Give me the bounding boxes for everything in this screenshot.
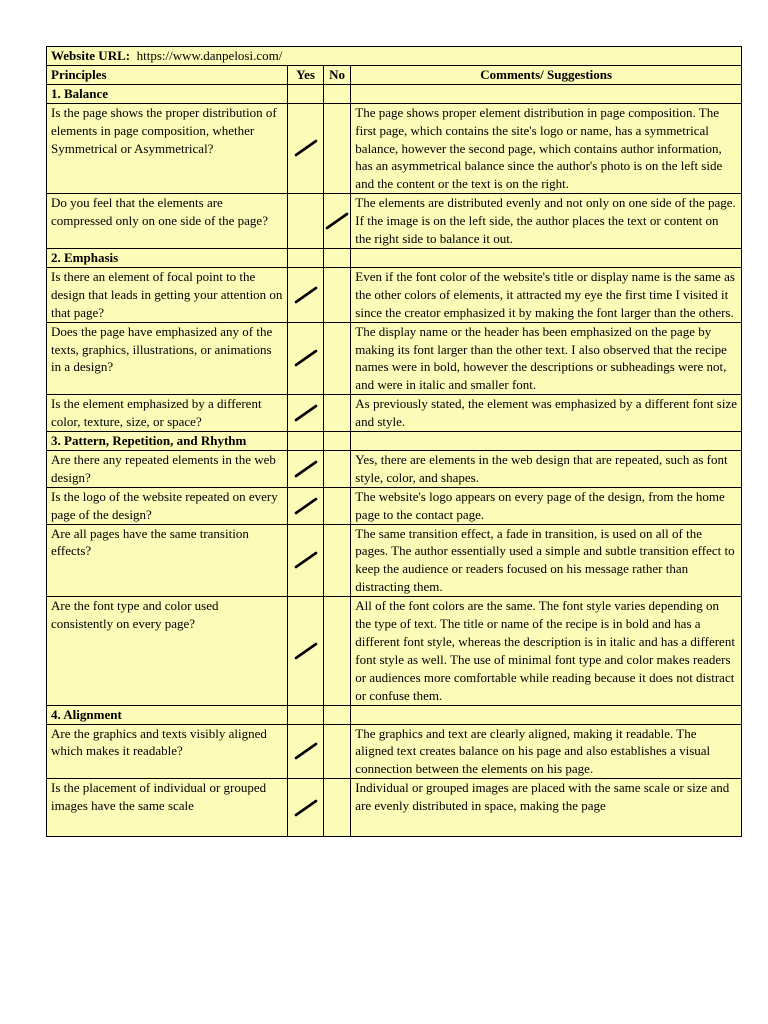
section-row <box>47 432 742 451</box>
yes-cell <box>288 450 324 487</box>
question-row <box>47 524 742 597</box>
yes-cell <box>288 103 324 194</box>
yes-cell <box>288 487 324 524</box>
question-cell <box>47 597 288 705</box>
section-yes-cell <box>288 705 324 724</box>
question-row <box>47 267 742 322</box>
no-cell <box>323 724 350 779</box>
question-row <box>47 724 742 779</box>
section-row <box>47 248 742 267</box>
question-text: Are the graphics and texts visibly aligned which makes it readable? <box>51 725 267 759</box>
comment-cell <box>351 724 742 779</box>
question-text: Do you feel that the elements are compressed only on one side of the page? <box>51 195 268 229</box>
check-mark-icon <box>293 797 319 819</box>
question-cell <box>47 779 288 837</box>
section-no-cell <box>323 84 350 103</box>
comment-cell <box>351 395 742 432</box>
section-no-cell <box>323 705 350 724</box>
check-mark-icon <box>293 284 319 306</box>
question-row <box>47 322 742 395</box>
question-text: Is the element emphasized by a different color, texture, size, or space? <box>51 396 262 430</box>
question-cell <box>47 524 288 597</box>
comment-text: The graphics and text are clearly aligned, making it readable. The aligned text creates balance on his page and also establishes a visual connection between the elements on his page. <box>355 725 711 777</box>
comment-cell <box>351 597 742 705</box>
question-text: Are all pages have the same transition effects? <box>51 525 249 559</box>
comment-text: As previously stated, the element was emphasized by a different font size and style. <box>355 396 737 430</box>
no-header: No <box>323 65 350 84</box>
yes-cell <box>288 597 324 705</box>
check-mark-icon <box>324 210 350 232</box>
question-cell <box>47 103 288 194</box>
yes-cell <box>288 267 324 322</box>
yes-cell <box>288 194 324 249</box>
check-mark-icon <box>293 549 319 571</box>
yes-cell <box>288 322 324 395</box>
yes-cell <box>288 779 324 837</box>
no-cell <box>323 194 350 249</box>
comments-header: Comments/ Suggestions <box>351 65 742 84</box>
check-mark-icon <box>293 137 319 159</box>
section-yes-cell <box>288 432 324 451</box>
question-cell <box>47 450 288 487</box>
check-mark-icon <box>293 740 319 762</box>
url-row <box>47 47 742 66</box>
question-text: Does the page have emphasized any of the texts, graphics, illustrations, or animations in a design? <box>51 323 273 375</box>
comment-cell <box>351 779 742 837</box>
comment-cell <box>351 322 742 395</box>
comment-cell <box>351 194 742 249</box>
question-cell <box>47 395 288 432</box>
comment-text: All of the font colors are the same. The font style varies depending on the type of text. The title or name of the recipe is in bold and has a different font style, whereas the description is in italic and has a different font style as well. The use of minimal font type and color makes readers or audiences more comfortable while reading because it does not distract or confuse them. <box>355 598 735 703</box>
question-cell <box>47 267 288 322</box>
no-cell <box>323 779 350 837</box>
section-row <box>47 84 742 103</box>
comment-text: The elements are distributed evenly and not only on one side of the page. If the image is on the left side, the author places the text or content on the right side to balance it out. <box>355 195 736 247</box>
question-text: Is the placement of individual or grouped images have the same scale <box>51 780 267 814</box>
no-cell <box>323 103 350 194</box>
section-comment-cell <box>351 705 742 724</box>
check-mark-icon <box>293 640 319 662</box>
comment-text: The display name or the header has been emphasized on the page by making its font larger than the other text. I also observed that the recipe names were in bold, however the descriptions or subheadings were not, and were in italic and smaller font. <box>355 323 727 393</box>
comment-text: The same transition effect, a fade in transition, is used on all of the pages. The author essentially used a simple and subtle transition effect to keep the audience or readers focused on his message rather than distracting them. <box>355 525 735 595</box>
question-row <box>47 487 742 524</box>
question-row <box>47 194 742 249</box>
no-cell <box>323 487 350 524</box>
no-cell <box>323 395 350 432</box>
section-no-cell <box>323 432 350 451</box>
yes-cell <box>288 395 324 432</box>
section-title: 4. Alignment <box>47 705 288 724</box>
check-mark-icon <box>293 458 319 480</box>
question-cell <box>47 322 288 395</box>
check-mark-icon <box>293 495 319 517</box>
section-comment-cell <box>351 432 742 451</box>
section-comment-cell <box>351 84 742 103</box>
section-title: 3. Pattern, Repetition, and Rhythm <box>47 432 288 451</box>
evaluation-table <box>46 46 742 837</box>
comment-cell <box>351 524 742 597</box>
url-label: Website URL: <box>51 48 131 63</box>
comment-cell <box>351 450 742 487</box>
yes-cell <box>288 524 324 597</box>
question-cell <box>47 487 288 524</box>
comment-cell <box>351 267 742 322</box>
url-cell <box>47 47 742 66</box>
no-cell <box>323 597 350 705</box>
question-row <box>47 779 742 837</box>
yes-cell <box>288 724 324 779</box>
section-yes-cell <box>288 248 324 267</box>
principles-header: Principles <box>47 65 288 84</box>
question-cell <box>47 724 288 779</box>
question-text: Is the page shows the proper distribution of elements in page composition, whether Symmetrical or Asymmetrical? <box>51 104 277 156</box>
comment-cell <box>351 487 742 524</box>
question-row <box>47 597 742 705</box>
question-text: Are there any repeated elements in the web design? <box>51 451 276 485</box>
check-mark-icon <box>293 402 319 424</box>
section-yes-cell <box>288 84 324 103</box>
no-cell <box>323 524 350 597</box>
question-text: Is there an element of focal point to the design that leads in getting your attention on that page? <box>51 268 283 320</box>
comment-text: Yes, there are elements in the web design that are repeated, such as font style, color, and shapes. <box>355 451 728 485</box>
section-title: 2. Emphasis <box>47 248 288 267</box>
question-cell <box>47 194 288 249</box>
no-cell <box>323 267 350 322</box>
question-row <box>47 395 742 432</box>
question-row <box>47 450 742 487</box>
question-text: Is the logo of the website repeated on every page of the design? <box>51 488 278 522</box>
yes-header: Yes <box>288 65 324 84</box>
comment-text: Individual or grouped images are placed with the same scale or size and are evenly distributed in space, making the page <box>355 780 730 814</box>
website-url: https://www.danpelosi.com/ <box>136 48 283 63</box>
header-row <box>47 65 742 84</box>
no-cell <box>323 322 350 395</box>
comment-text: The page shows proper element distribution in page composition. The first page, which contains the site's logo or name, has a symmetrical balance, however the second page, which contains author information, has an asymmetrical balance since the author's photo is on the left side and the content or the text is on the right. <box>355 104 723 192</box>
comment-cell <box>351 103 742 194</box>
no-cell <box>323 450 350 487</box>
section-comment-cell <box>351 248 742 267</box>
question-text: Are the font type and color used consistently on every page? <box>51 598 219 632</box>
question-row <box>47 103 742 194</box>
section-row <box>47 705 742 724</box>
comment-text: Even if the font color of the website's title or display name is the same as the other colors of elements, it attracted my eye the first time I visited it since the creator emphasized it by making the font larger than the others. <box>355 268 735 320</box>
check-mark-icon <box>293 347 319 369</box>
section-no-cell <box>323 248 350 267</box>
comment-text: The website's logo appears on every page of the design, from the home page to the contact page. <box>355 488 725 522</box>
section-title: 1. Balance <box>47 84 288 103</box>
